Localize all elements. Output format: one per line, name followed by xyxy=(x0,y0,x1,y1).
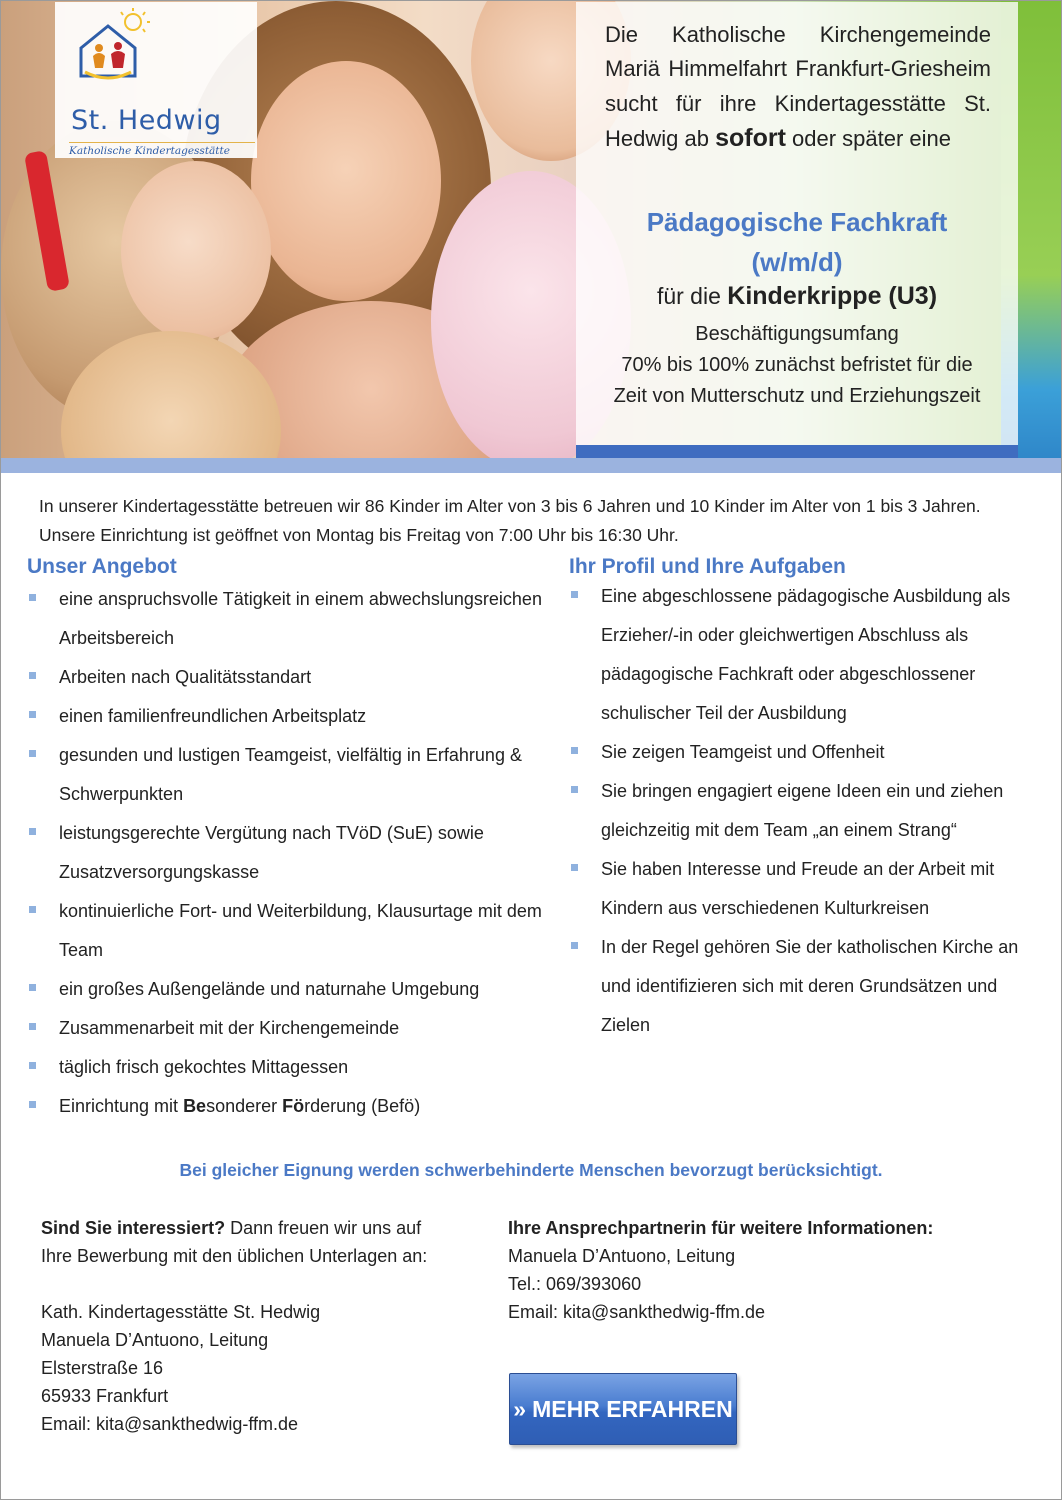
intro-text xyxy=(605,18,991,156)
list-item: In der Regel gehören Sie der katholischen Kirche an und identifizieren sich mit deren Grundsätzen und Zielen xyxy=(569,928,1019,1045)
contact-phone: Tel.: 069/393060 xyxy=(508,1274,642,1294)
intro-panel xyxy=(576,2,1018,458)
offer-heading: Unser Angebot xyxy=(27,555,177,578)
lead-text: In unserer Kindertagesstätte betreuen wir 86 Kinder im Alter von 3 bis 6 Jahren und 10 Kinder im Alter von 1 bis 3 Jahren. Unsere Einrichtung ist geöffnet von Montag bis Freitag von 7:00 Uhr bis 16:30 Uhr. xyxy=(39,496,981,545)
list-item: ein großes Außengelände und naturnahe Umgebung xyxy=(27,970,557,1009)
address-email: Email: kita@sankthedwig-ffm.de xyxy=(41,1414,299,1434)
cta-label: MEHR ERFAHREN xyxy=(532,1395,733,1422)
equal-opportunity-notice: Bei gleicher Eignung werden schwerbehinderte Menschen bevorzugt berücksichtigt. xyxy=(179,1160,883,1180)
profile-heading: Ihr Profil und Ihre Aufgaben xyxy=(569,555,846,578)
intro-highlight: sofort xyxy=(715,123,786,152)
list-item: einen familienfreundlichen Arbeitsplatz xyxy=(27,697,557,736)
intro-text-before: Die Katholische Kirchengemeinde Mariä Himmelfahrt Frankfurt-Griesheim sucht für ihre Kindertagesstätte St. Hedwig ab xyxy=(605,22,991,151)
job-title-line1: Pädagogische Fachkraft xyxy=(646,207,948,237)
list-item: Sie bringen engagiert eigene Ideen ein und ziehen gleichzeitig mit dem Team „an einem Strang“ xyxy=(569,772,1019,850)
list-item: täglich frisch gekochtes Mittagessen xyxy=(27,1048,557,1087)
intro-panel-bar xyxy=(576,445,1018,458)
job-scope-detail: 70% bis 100% zunächst befristet für die Zeit von Mutterschutz und Erziehungszeit xyxy=(613,354,981,407)
list-item: kontinuierliche Fort- und Weiterbildung, Klausurtage mit dem Team xyxy=(27,892,557,970)
contact-email[interactable]: Email: kita@sankthedwig-ffm.de xyxy=(508,1302,766,1322)
address-line: Manuela D’Antuono, Leitung xyxy=(41,1330,269,1350)
address-line: 65933 Frankfurt xyxy=(41,1386,169,1406)
job-title-line2: (w/m/d) xyxy=(751,247,843,277)
logo-house-sun-icon xyxy=(63,6,158,84)
address-line: Elsterstraße 16 xyxy=(41,1358,164,1378)
application-text xyxy=(41,1214,441,1270)
befoe-text-3: rderung (Befö) xyxy=(304,1096,421,1116)
job-title xyxy=(576,202,1018,282)
photo-child-left-face xyxy=(121,161,271,341)
profile-list xyxy=(569,577,1019,1045)
befoe-text-1: Einrichtung mit xyxy=(59,1096,184,1116)
job-scope xyxy=(606,319,988,412)
application-question: Sind Sie interessiert? xyxy=(41,1218,226,1238)
list-item: Zusammenarbeit mit der Kirchengemeinde xyxy=(27,1009,557,1048)
cta-arrow-icon: » xyxy=(513,1395,527,1422)
list-item: Eine abgeschlossene pädagogische Ausbildung als Erzieher/-in oder gleichwertigen Abschluss als pädagogische Fachkraft oder abgeschlossener schulischer Teil der Ausbildung xyxy=(569,577,1019,733)
logo xyxy=(55,2,257,158)
offer-list xyxy=(27,580,557,1126)
logo-subtitle: Katholische Kindertagesstätte xyxy=(69,142,255,157)
photo-woman-face xyxy=(251,61,441,301)
list-item: eine anspruchsvolle Tätigkeit in einem abwechslungsreichen Arbeitsbereich xyxy=(27,580,557,658)
job-group xyxy=(576,282,1018,311)
befoe-bold-1: Be xyxy=(183,1096,207,1116)
contact-heading: Ihre Ansprechpartnerin für weitere Informationen: xyxy=(508,1218,934,1238)
logo-title: St. Hedwig xyxy=(71,105,222,136)
intro-text-after: oder später eine xyxy=(792,125,952,151)
job-scope-label: Beschäftigungsumfang xyxy=(695,323,899,345)
list-item: leistungsgerechte Vergütung nach TVöD (SuE) sowie Zusatzversorgungskasse xyxy=(27,814,557,892)
list-item-befoe xyxy=(27,1087,557,1126)
contact-name: Manuela D’Antuono, Leitung xyxy=(508,1246,736,1266)
list-item: Sie haben Interesse und Freude an der Arbeit mit Kindern aus verschiedenen Kulturkreisen xyxy=(569,850,1019,928)
contact-info xyxy=(508,1214,1018,1326)
application-info xyxy=(41,1214,441,1438)
job-group-prefix: für die xyxy=(656,283,721,309)
list-item: gesunden und lustigen Teamgeist, vielfältig in Erfahrung & Schwerpunkten xyxy=(27,736,557,814)
job-group-name: Kinderkrippe (U3) xyxy=(727,282,938,310)
more-info-button[interactable] xyxy=(509,1373,737,1445)
application-body: Dann freuen wir uns auf Ihre Bewerbung mit den üblichen Unterlagen an: xyxy=(41,1218,428,1266)
list-item: Arbeiten nach Qualitätsstandart xyxy=(27,658,557,697)
hero-photo xyxy=(1,1,1061,458)
address-line: Kath. Kindertagesstätte St. Hedwig xyxy=(41,1302,321,1322)
befoe-text-2: sonderer xyxy=(206,1096,283,1116)
divider-strip xyxy=(1,458,1061,473)
list-item: Sie zeigen Teamgeist und Offenheit xyxy=(569,733,1019,772)
befoe-bold-2: Fö xyxy=(282,1096,305,1116)
address-block xyxy=(41,1298,441,1438)
